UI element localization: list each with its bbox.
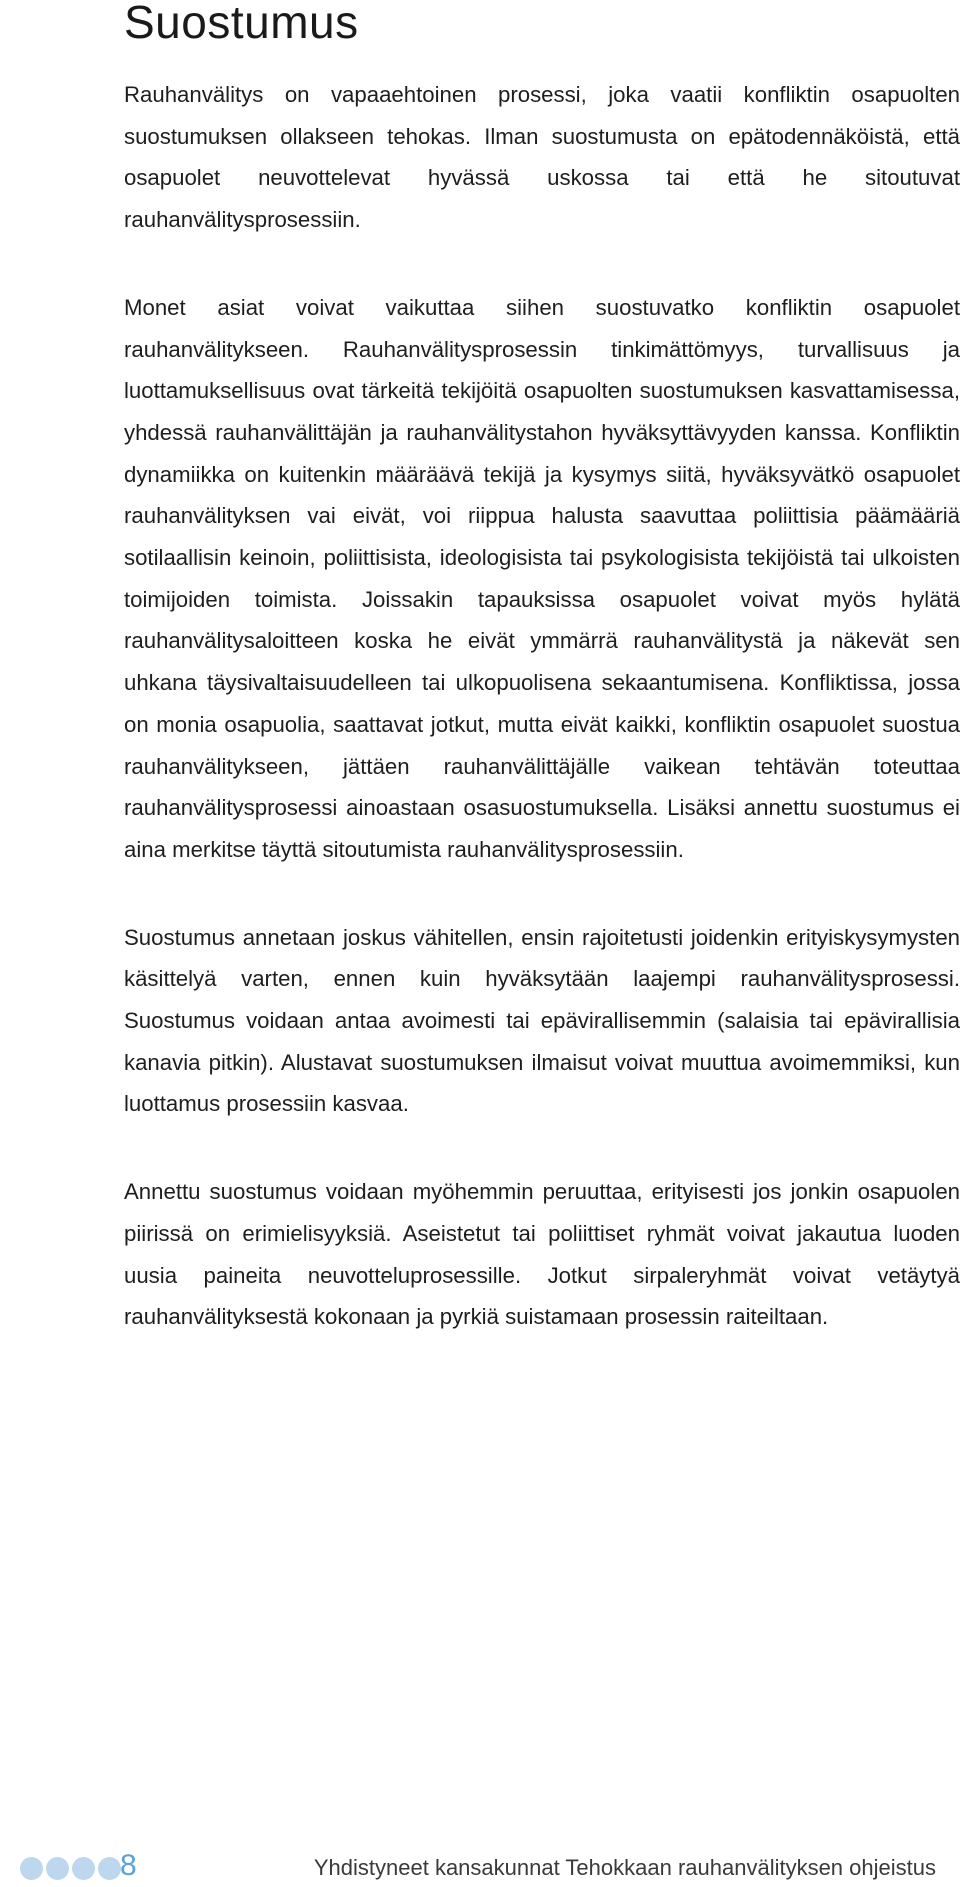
paragraph-3: Suostumus annetaan joskus vähitellen, ensin rajoitetusti joidenkin erityiskysymysten käsittelyä varten, ennen kuin hyväksytään laajempi rauhanvälitysprosessi. Suostumus voidaan antaa avoimesti tai epävirallisemmin (salaisia tai epävirallisia kanavia pitkin). Alustavat suostumuksen ilmaisut voivat muuttua avoimemmiksi, kun luottamus prosessiin kasvaa. xyxy=(124,924,960,1117)
footer-dot xyxy=(98,1857,121,1880)
footer-dot xyxy=(46,1857,69,1880)
page-number: 8 xyxy=(120,1849,137,1882)
body-text xyxy=(124,74,960,1384)
footer-dot xyxy=(20,1857,43,1880)
publication-title: Yhdistyneet kansakunnat Tehokkaan rauhanvälityksen ohjeistus xyxy=(313,1855,936,1880)
paragraph-2: Monet asiat voivat vaikuttaa siihen suostuvatko konfliktin osapuolet rauhanvälitykseen. Rauhanvälitysprosessin tinkimättömyys, turvallisuus ja luottamuksellisuus ovat tärkeitä tekijöitä osapuolten suostumuksen kasvattamisessa, yhdessä rauhanvälittäjän ja rauhanvälitystahon hyväksyttävyyden kanssa. Konfliktin dynamiikka on kuitenkin määräävä tekijä ja kysymys siitä, hyväksyvätkö osapuolet rauhanvälityksen vai eivät, voi riippua halusta saavuttaa poliittisia päämääriä sotilaallisin keinoin, poliittisista, ideologisista tai psykologisista tekijöistä tai ulkoisten toimijoiden toimista. Joissakin tapauksissa osapuolet voivat myös hylätä rauhanvälitysaloitteen koska he eivät ymmärrä rauhanvälitystä ja näkevät sen uhkana täysivaltaisuudelleen tai ulkopuolisena sekaantumisena. Konfliktissa, jossa on monia osapuolia, saattavat jotkut, mutta eivät kaikki, konfliktin osapuolet suostua rauhanvälitykseen, jättäen rauhanvälittäjälle vaikean tehtävän toteuttaa rauhanvälitysprosessi ainoastaan osasuostumuksella. Lisäksi annettu suostumus ei aina merkitse täyttä sitoutumista rauhanvälitysprosessiin. xyxy=(124,294,960,862)
paragraph-4: Annettu suostumus voidaan myöhemmin peruuttaa, erityisesti jos jonkin osapuolen piirissä on erimielisyyksiä. Aseistetut tai poliittiset ryhmät voivat jakautua luoden uusia paineita neuvotteluprosessille. Jotkut sirpaleryhmät voivat vetäytyä rauhanvälityksestä kokonaan ja pyrkiä suistamaan prosessin raiteiltaan. xyxy=(124,1179,960,1330)
page-title: Suostumus xyxy=(124,0,359,48)
footer-dots xyxy=(20,1857,121,1880)
footer-dot xyxy=(72,1857,95,1880)
paragraph-1: Rauhanvälitys on vapaaehtoinen prosessi, joka vaatii konfliktin osapuolten suostumuksen ollakseen tehokas. Ilman suostumusta on epätodennäköistä, että osapuolet neuvottelevat hyvässä uskossa tai että he sitoutuvat rauhanvälitysprosessiin. xyxy=(124,82,960,233)
page-footer xyxy=(0,1849,960,1882)
